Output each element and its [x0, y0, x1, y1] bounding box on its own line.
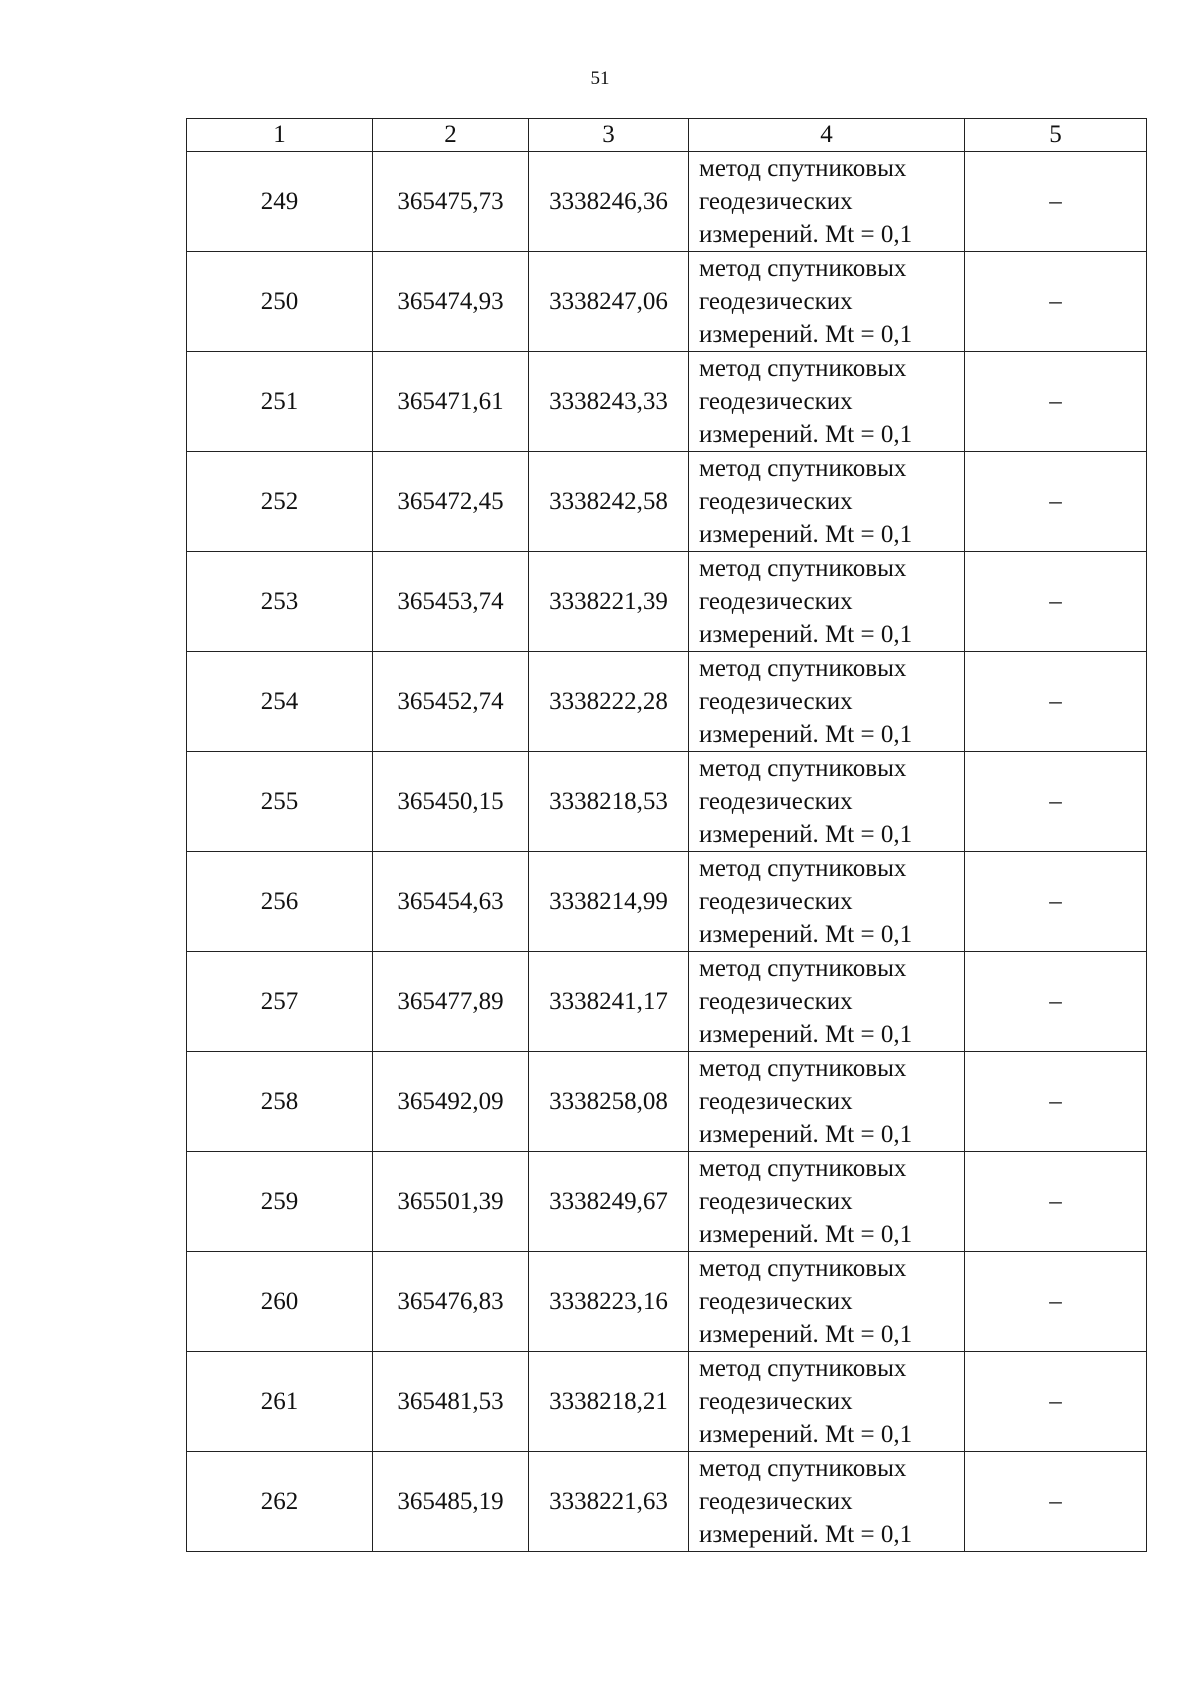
note-cell: –	[965, 952, 1147, 1052]
method-line: геодезических	[699, 788, 853, 815]
y-coordinate-cell: 3338241,17	[529, 952, 689, 1052]
table-row	[187, 752, 1147, 852]
method-line: измерений. Mt = 0,1	[699, 921, 913, 948]
x-coordinate-cell: 365492,09	[373, 1052, 529, 1152]
note-cell: –	[965, 1052, 1147, 1152]
method-line: измерений. Mt = 0,1	[699, 621, 913, 648]
x-coordinate-cell: 365454,63	[373, 852, 529, 952]
x-coordinate-cell: 365485,19	[373, 1452, 529, 1552]
x-coordinate-cell: 365481,53	[373, 1352, 529, 1452]
method-line: метод спутниковых	[699, 1255, 907, 1282]
note-cell: –	[965, 252, 1147, 352]
method-cell	[689, 752, 965, 852]
method-line: геодезических	[699, 1488, 853, 1515]
method-line: геодезических	[699, 1288, 853, 1315]
method-cell	[689, 852, 965, 952]
x-coordinate-cell: 365476,83	[373, 1252, 529, 1352]
column-header-3: 3	[529, 119, 689, 152]
method-line: метод спутниковых	[699, 1355, 907, 1382]
x-coordinate-cell: 365475,73	[373, 152, 529, 252]
point-number-cell: 262	[187, 1452, 373, 1552]
note-cell: –	[965, 552, 1147, 652]
method-line: измерений. Mt = 0,1	[699, 721, 913, 748]
x-coordinate-cell: 365474,93	[373, 252, 529, 352]
method-cell	[689, 152, 965, 252]
y-coordinate-cell: 3338214,99	[529, 852, 689, 952]
method-line: геодезических	[699, 488, 853, 515]
x-coordinate-cell: 365477,89	[373, 952, 529, 1052]
point-number-cell: 252	[187, 452, 373, 552]
point-number-cell: 259	[187, 1152, 373, 1252]
method-line: геодезических	[699, 1188, 853, 1215]
note-cell: –	[965, 852, 1147, 952]
table-row	[187, 952, 1147, 1052]
y-coordinate-cell: 3338223,16	[529, 1252, 689, 1352]
method-line: измерений. Mt = 0,1	[699, 1121, 913, 1148]
table-row	[187, 152, 1147, 252]
table-row	[187, 1052, 1147, 1152]
y-coordinate-cell: 3338218,21	[529, 1352, 689, 1452]
method-cell	[689, 1452, 965, 1552]
point-number-cell: 255	[187, 752, 373, 852]
method-line: измерений. Mt = 0,1	[699, 421, 913, 448]
method-cell	[689, 452, 965, 552]
x-coordinate-cell: 365453,74	[373, 552, 529, 652]
method-line: геодезических	[699, 288, 853, 315]
method-line: метод спутниковых	[699, 755, 907, 782]
table-row	[187, 252, 1147, 352]
y-coordinate-cell: 3338221,39	[529, 552, 689, 652]
point-number-cell: 260	[187, 1252, 373, 1352]
note-cell: –	[965, 1452, 1147, 1552]
method-line: геодезических	[699, 588, 853, 615]
table-row	[187, 1252, 1147, 1352]
x-coordinate-cell: 365501,39	[373, 1152, 529, 1252]
method-line: геодезических	[699, 388, 853, 415]
method-line: метод спутниковых	[699, 1155, 907, 1182]
method-cell	[689, 552, 965, 652]
table-row	[187, 852, 1147, 952]
method-line: геодезических	[699, 1088, 853, 1115]
page-number: 51	[590, 68, 610, 89]
method-line: измерений. Mt = 0,1	[699, 1021, 913, 1048]
column-header-1: 1	[187, 119, 373, 152]
method-line: метод спутниковых	[699, 355, 907, 382]
x-coordinate-cell: 365452,74	[373, 652, 529, 752]
method-cell	[689, 352, 965, 452]
table-body	[187, 152, 1147, 1552]
method-line: геодезических	[699, 988, 853, 1015]
method-line: метод спутниковых	[699, 555, 907, 582]
x-coordinate-cell: 365472,45	[373, 452, 529, 552]
method-cell	[689, 1052, 965, 1152]
method-line: геодезических	[699, 1388, 853, 1415]
method-line: измерений. Mt = 0,1	[699, 1421, 913, 1448]
method-line: измерений. Mt = 0,1	[699, 321, 913, 348]
y-coordinate-cell: 3338247,06	[529, 252, 689, 352]
column-header-4: 4	[689, 119, 965, 152]
point-number-cell: 256	[187, 852, 373, 952]
table-row	[187, 1152, 1147, 1252]
point-number-cell: 251	[187, 352, 373, 452]
y-coordinate-cell: 3338242,58	[529, 452, 689, 552]
y-coordinate-cell: 3338249,67	[529, 1152, 689, 1252]
table-header	[187, 119, 1147, 152]
point-number-cell: 249	[187, 152, 373, 252]
y-coordinate-cell: 3338246,36	[529, 152, 689, 252]
method-cell	[689, 652, 965, 752]
note-cell: –	[965, 752, 1147, 852]
method-line: измерений. Mt = 0,1	[699, 1321, 913, 1348]
x-coordinate-cell: 365450,15	[373, 752, 529, 852]
point-number-cell: 253	[187, 552, 373, 652]
method-line: геодезических	[699, 188, 853, 215]
note-cell: –	[965, 1152, 1147, 1252]
method-cell	[689, 1352, 965, 1452]
table-row	[187, 352, 1147, 452]
note-cell: –	[965, 652, 1147, 752]
y-coordinate-cell: 3338221,63	[529, 1452, 689, 1552]
method-line: измерений. Mt = 0,1	[699, 521, 913, 548]
point-number-cell: 254	[187, 652, 373, 752]
method-line: измерений. Mt = 0,1	[699, 1521, 913, 1548]
point-number-cell: 261	[187, 1352, 373, 1452]
method-line: метод спутниковых	[699, 1455, 907, 1482]
method-line: измерений. Mt = 0,1	[699, 221, 913, 248]
x-coordinate-cell: 365471,61	[373, 352, 529, 452]
table-header-row	[187, 119, 1147, 152]
point-number-cell: 250	[187, 252, 373, 352]
table-row	[187, 1352, 1147, 1452]
method-cell	[689, 1152, 965, 1252]
note-cell: –	[965, 352, 1147, 452]
method-line: измерений. Mt = 0,1	[699, 821, 913, 848]
note-cell: –	[965, 152, 1147, 252]
point-number-cell: 257	[187, 952, 373, 1052]
method-cell	[689, 252, 965, 352]
note-cell: –	[965, 452, 1147, 552]
method-line: метод спутниковых	[699, 1055, 907, 1082]
note-cell: –	[965, 1352, 1147, 1452]
point-number-cell: 258	[187, 1052, 373, 1152]
note-cell: –	[965, 1252, 1147, 1352]
method-line: метод спутниковых	[699, 655, 907, 682]
method-line: метод спутниковых	[699, 955, 907, 982]
y-coordinate-cell: 3338243,33	[529, 352, 689, 452]
method-cell	[689, 952, 965, 1052]
table-row	[187, 552, 1147, 652]
method-line: метод спутниковых	[699, 855, 907, 882]
coordinates-table	[186, 118, 1147, 1552]
y-coordinate-cell: 3338218,53	[529, 752, 689, 852]
table-row	[187, 652, 1147, 752]
table-row	[187, 452, 1147, 552]
method-line: геодезических	[699, 888, 853, 915]
method-line: метод спутниковых	[699, 155, 907, 182]
y-coordinate-cell: 3338258,08	[529, 1052, 689, 1152]
table-row	[187, 1452, 1147, 1552]
column-header-5: 5	[965, 119, 1147, 152]
method-line: измерений. Mt = 0,1	[699, 1221, 913, 1248]
method-line: метод спутниковых	[699, 255, 907, 282]
method-line: метод спутниковых	[699, 455, 907, 482]
method-cell	[689, 1252, 965, 1352]
column-header-2: 2	[373, 119, 529, 152]
method-line: геодезических	[699, 688, 853, 715]
y-coordinate-cell: 3338222,28	[529, 652, 689, 752]
